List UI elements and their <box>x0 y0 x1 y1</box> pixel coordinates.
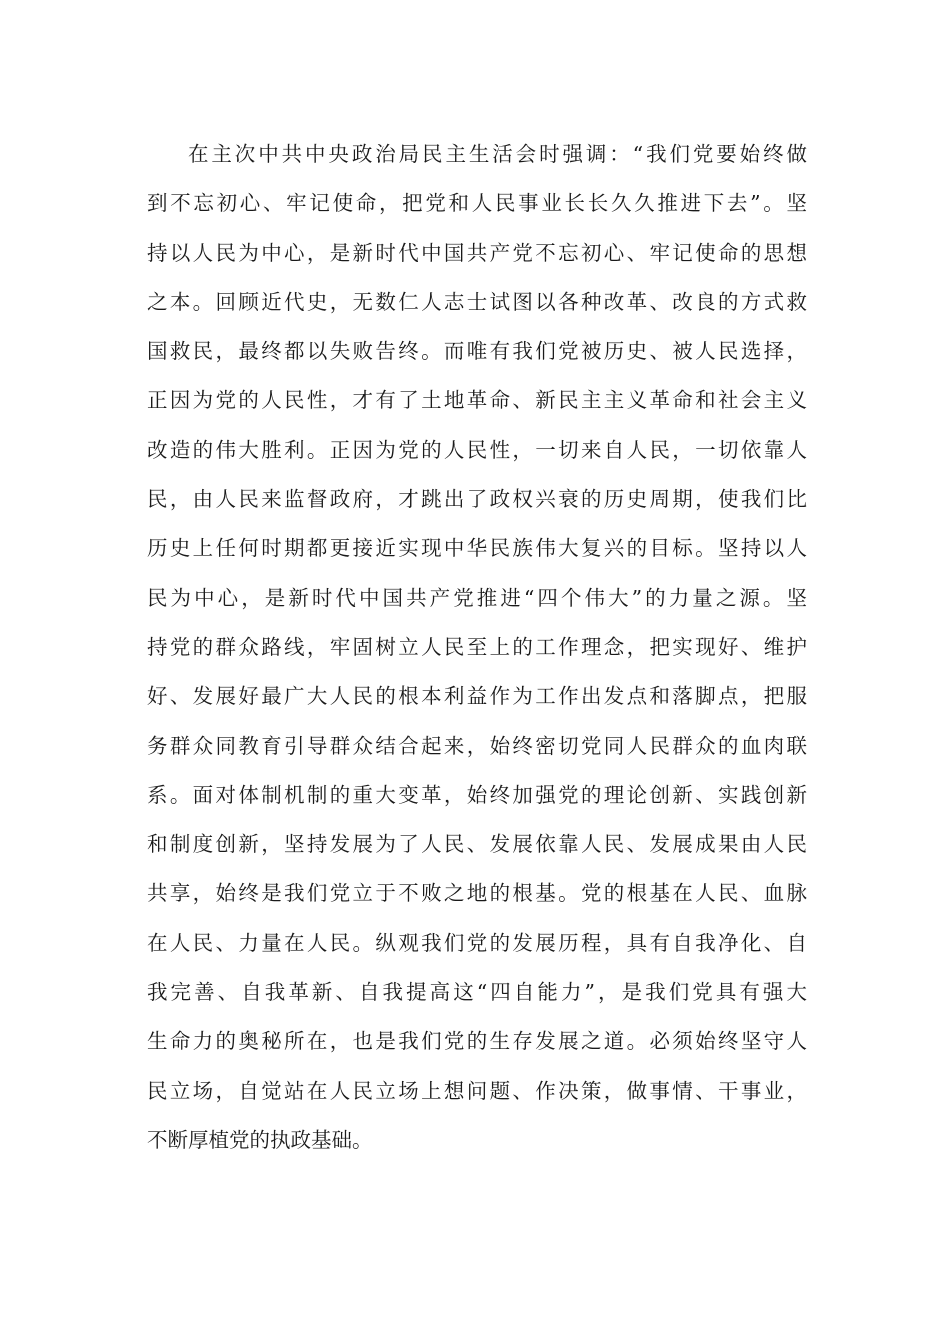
paragraph-line: 到不忘初心、牢记使命，把党和人民事业长长久久推进下去”。坚 <box>147 191 807 216</box>
body-paragraph <box>147 130 807 1165</box>
paragraph-line: 好、发展好最广大人民的根本利益作为工作出发点和落脚点，把服 <box>147 684 807 709</box>
paragraph-line: 务群众同教育引导群众结合起来，始终密切党同人民群众的血肉联 <box>147 733 807 758</box>
paragraph-line: 国救民，最终都以失败告终。而唯有我们党被历史、被人民选择， <box>147 339 807 364</box>
paragraph-line: 共享，始终是我们党立于不败之地的根基。党的根基在人民、血脉 <box>147 881 807 906</box>
paragraph-line: 改造的伟大胜利。正因为党的人民性，一切来自人民，一切依靠人 <box>147 437 807 462</box>
paragraph-line: 之本。回顾近代史，无数仁人志士试图以各种改革、改良的方式救 <box>147 289 807 314</box>
paragraph-line: 民立场，自觉站在人民立场上想问题、作决策，做事情、干事业， <box>147 1078 807 1103</box>
paragraph-line: 历史上任何时期都更接近实现中华民族伟大复兴的目标。坚持以人 <box>147 536 807 561</box>
paragraph-line: 系。面对体制机制的重大变革，始终加强党的理论创新、实践创新 <box>147 782 807 807</box>
paragraph-line: 在主次中共中央政治局民主生活会时强调：“我们党要始终做 <box>188 142 807 166</box>
paragraph-line: 不断厚植党的执政基础。 <box>147 1127 373 1152</box>
paragraph-line: 正因为党的人民性，才有了土地革命、新民主主义革命和社会主义 <box>147 388 807 413</box>
paragraph-line: 我完善、自我革新、自我提高这“四自能力”，是我们党具有强大 <box>147 980 807 1005</box>
paragraph-line: 在人民、力量在人民。纵观我们党的发展历程，具有自我净化、自 <box>147 930 807 955</box>
paragraph-line: 和制度创新，坚持发展为了人民、发展依靠人民、发展成果由人民 <box>147 832 807 857</box>
paragraph-line: 生命力的奥秘所在，也是我们党的生存发展之道。必须始终坚守人 <box>147 1029 807 1054</box>
paragraph-line: 民为中心，是新时代中国共产党推进“四个伟大”的力量之源。坚 <box>147 585 807 610</box>
paragraph-line: 持以人民为中心，是新时代中国共产党不忘初心、牢记使命的思想 <box>147 240 807 265</box>
paragraph-line: 持党的群众路线，牢固树立人民至上的工作理念，把实现好、维护 <box>147 634 807 659</box>
paragraph-line: 民，由人民来监督政府，才跳出了政权兴衰的历史周期，使我们比 <box>147 487 807 512</box>
